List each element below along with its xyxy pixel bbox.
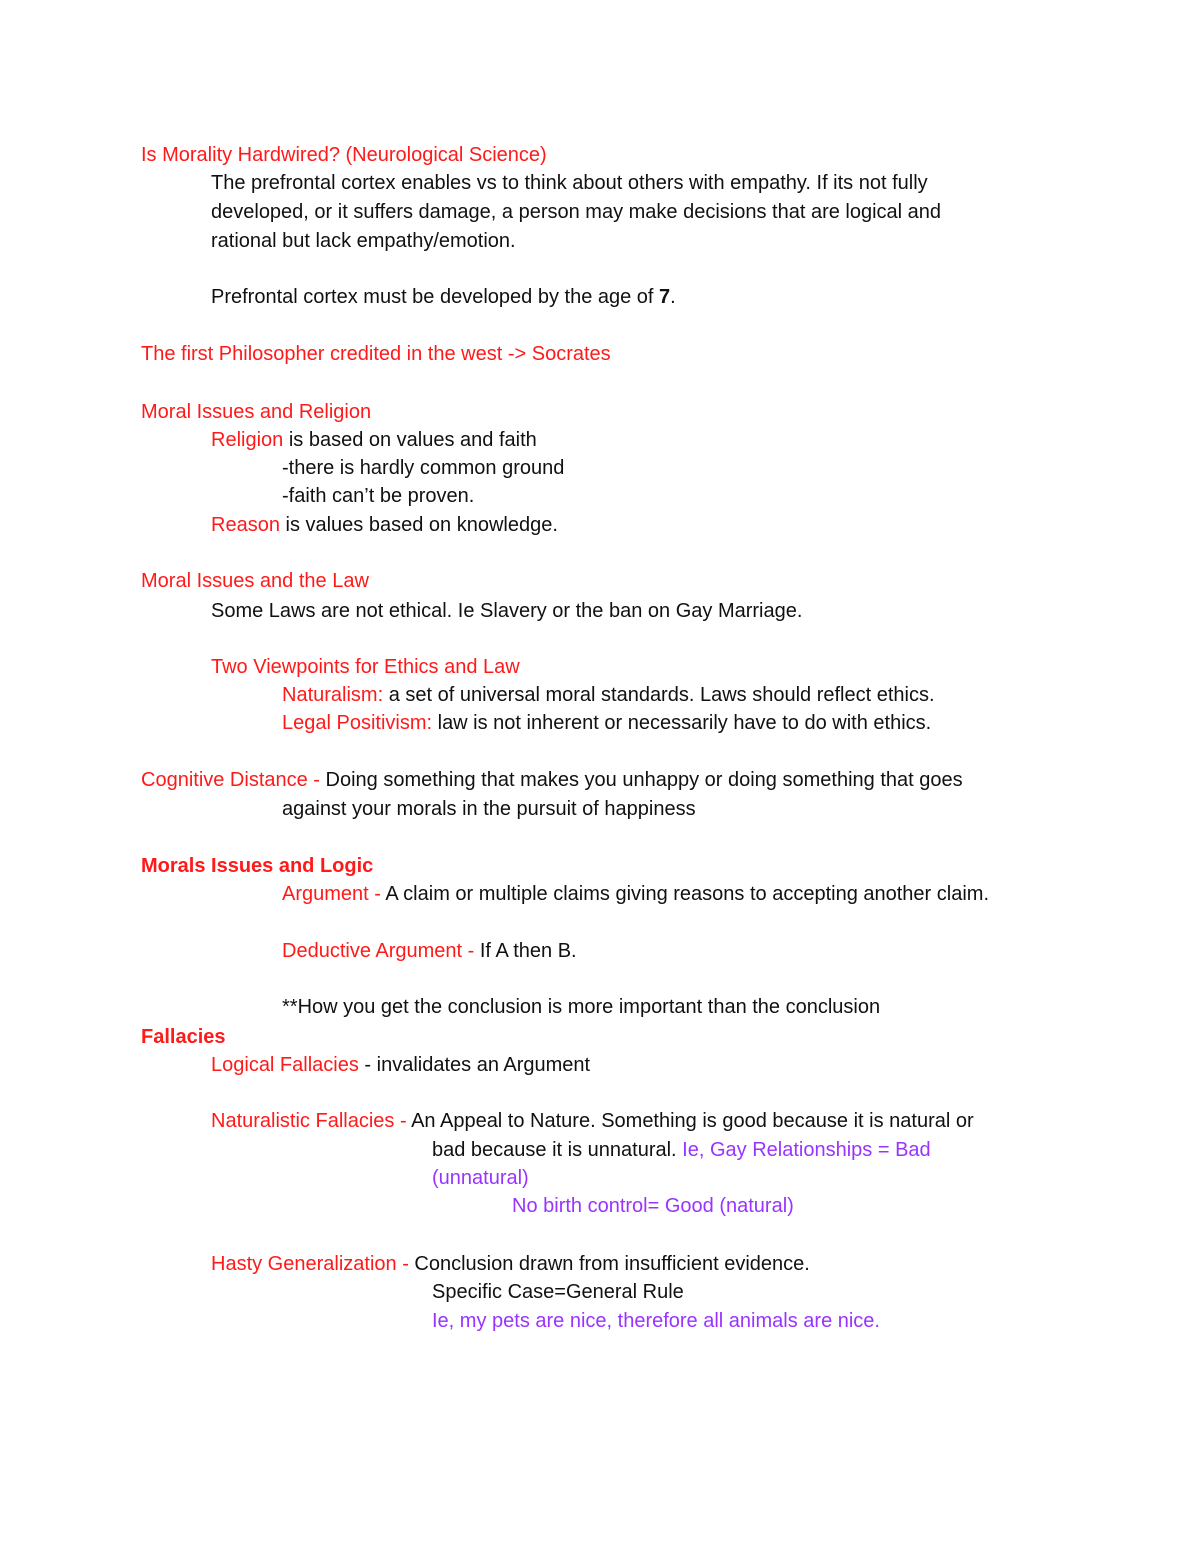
naturalistic-example-2: No birth control= Good (natural) [512, 1195, 794, 1217]
logical-fallacies-text: - invalidates an Argument [358, 1054, 591, 1076]
deductive-argument-line [282, 941, 577, 961]
naturalistic-example-1b: (unnatural) [432, 1167, 529, 1189]
naturalism-text: a set of universal moral standards. Laws should reflect ethics. [383, 684, 935, 706]
hasty-generalization-example: Ie, my pets are nice, therefore all animals are nice. [432, 1310, 880, 1332]
prefrontal-paragraph-line-3: rational but lack empathy/emotion. [211, 230, 516, 252]
cognitive-distance-line-2: against your morals in the pursuit of happiness [282, 798, 696, 820]
cognitive-distance-term: Cognitive Distance - [141, 769, 326, 791]
logical-fallacies-line [211, 1055, 590, 1075]
reason-line [211, 515, 558, 535]
religion-text: is based on values and faith [283, 429, 537, 451]
deductive-argument-term: Deductive Argument - [282, 940, 480, 962]
argument-text: A claim or multiple claims giving reasons to accepting another claim. [385, 883, 989, 905]
legal-positivism-term: Legal Positivism: [282, 712, 433, 734]
hasty-generalization-term: Hasty Generalization - [211, 1253, 415, 1275]
naturalism-term: Naturalism: [282, 684, 384, 706]
heading-logic-section: Morals Issues and Logic [141, 855, 374, 877]
naturalistic-fallacies-text-2: bad because it is unnatural. [432, 1139, 683, 1161]
heading-first-philosopher: The first Philosopher credited in the west -> Socrates [141, 343, 611, 365]
law-body: Some Laws are not ethical. Ie Slavery or the ban on Gay Marriage. [211, 600, 803, 622]
religion-point-1: -there is hardly common ground [282, 457, 565, 479]
reason-text: is values based on knowledge. [279, 514, 558, 536]
naturalistic-fallacies-line-2 [432, 1140, 931, 1160]
heading-law-section: Moral Issues and the Law [141, 570, 369, 592]
prefrontal-paragraph-line-1: The prefrontal cortex enables vs to think about others with empathy. If its not fully [211, 172, 928, 194]
subheading-two-viewpoints: Two Viewpoints for Ethics and Law [211, 656, 520, 678]
hasty-generalization-line-2: Specific Case=General Rule [432, 1281, 684, 1303]
religion-term: Religion [211, 429, 284, 451]
logical-fallacies-term: Logical Fallacies [211, 1054, 359, 1076]
naturalistic-fallacies-term: Naturalistic Fallacies - [211, 1110, 412, 1132]
heading-fallacies: Fallacies [141, 1026, 226, 1048]
prefrontal-age-text: Prefrontal cortex must be developed by the age of [211, 286, 660, 308]
prefrontal-age-value: 7 [659, 286, 671, 308]
argument-term: Argument - [282, 883, 386, 905]
naturalistic-fallacies-line-1 [211, 1111, 974, 1131]
hasty-generalization-text-1: Conclusion drawn from insufficient evidence. [414, 1253, 810, 1275]
cognitive-distance-line-1 [141, 770, 963, 790]
legal-positivism-line [282, 713, 931, 733]
prefrontal-age-line [211, 287, 676, 307]
naturalistic-example-1a: Ie, Gay Relationships = Bad [682, 1139, 931, 1161]
deductive-argument-text: If A then B. [479, 940, 577, 962]
naturalistic-fallacies-text-1: An Appeal to Nature. Something is good because it is natural or [411, 1110, 974, 1132]
naturalism-line [282, 685, 935, 705]
legal-positivism-text: law is not inherent or necessarily have to do with ethics. [432, 712, 932, 734]
religion-line [211, 430, 537, 450]
prefrontal-paragraph-line-2: developed, or it suffers damage, a person may make decisions that are logical and [211, 201, 942, 223]
hasty-generalization-line-1 [211, 1254, 810, 1274]
religion-point-2: -faith can’t be proven. [282, 485, 475, 507]
conclusion-note: **How you get the conclusion is more important than the conclusion [282, 996, 881, 1018]
reason-term: Reason [211, 514, 280, 536]
heading-morality-hardwired: Is Morality Hardwired? (Neurological Science) [141, 144, 547, 166]
argument-line [282, 884, 989, 904]
cognitive-distance-text-1: Doing something that makes you unhappy or doing something that goes [325, 769, 963, 791]
heading-religion-section: Moral Issues and Religion [141, 401, 372, 423]
prefrontal-age-end: . [670, 286, 676, 308]
